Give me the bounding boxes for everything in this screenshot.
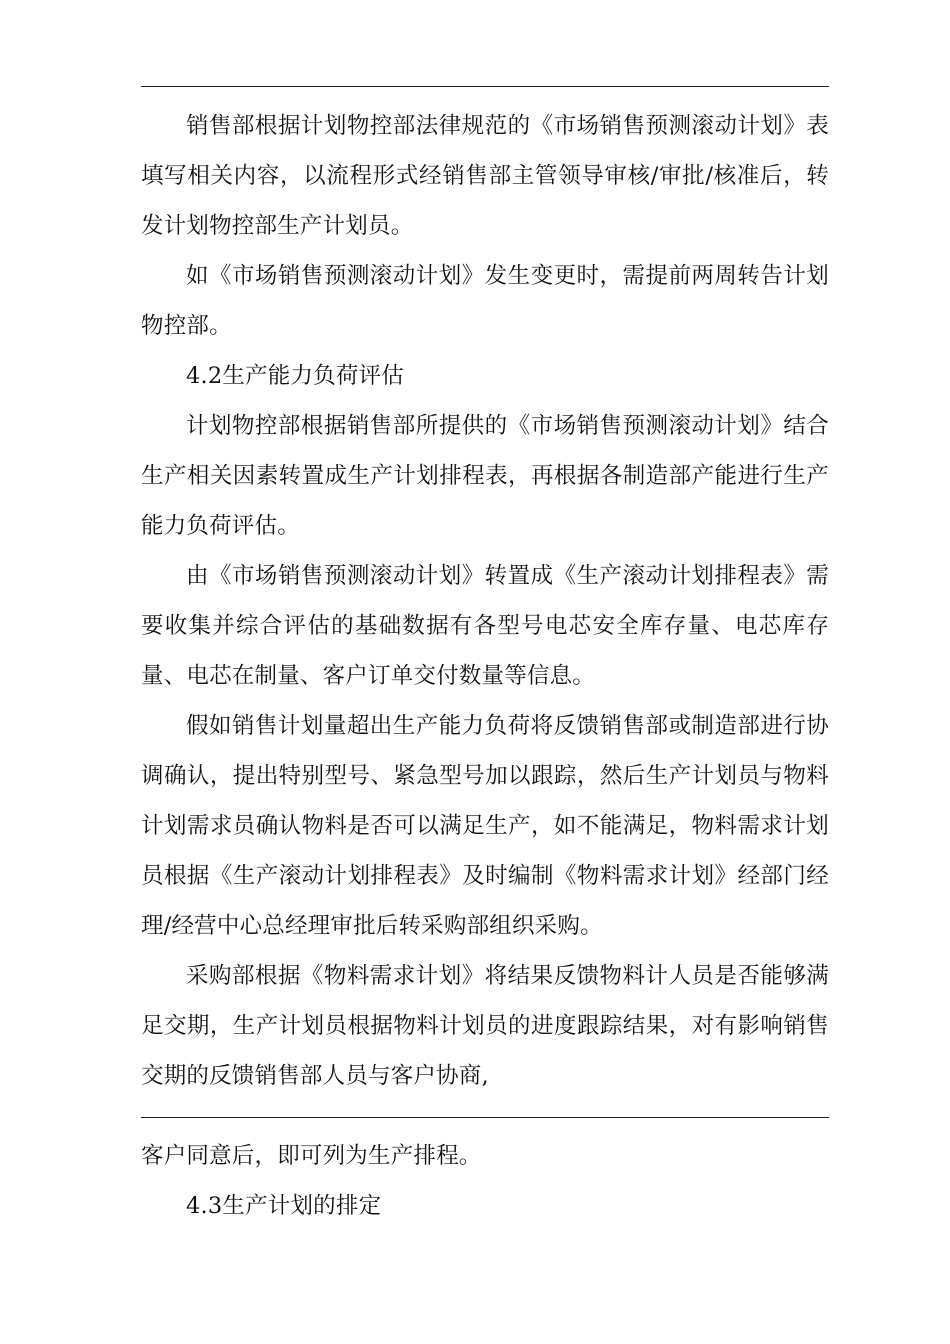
paragraph-base-data: 由《市场销售预测滚动计划》转置成《生产滚动计划排程表》需要收集并综合评估的基础数据有各型号电芯安全库存量、电芯库存量、电芯在制量、客户订单交付数量等信息。 [141,563,829,689]
page-break-divider [141,1117,829,1118]
paragraph-plan-change: 如《市场销售预测滚动计划》发生变更时，需提前两周转告计划物控部。 [141,263,829,339]
heading-4-2: 4.2生产能力负荷评估 [186,363,404,389]
continuation-text-block [141,1131,829,1231]
heading-4-3: 4.3生产计划的排定 [186,1193,382,1219]
paragraph-sales-form: 销售部根据计划物控部法律规范的《市场销售预测滚动计划》表填写相关内容，以流程形式经销售部主管领导审核/审批/核准后，转发计划物控部生产计划员。 [141,113,829,239]
paragraph-overload-handling: 假如销售计划量超出生产能力负荷将反馈销售部或制造部进行协调确认，提出特别型号、紧急型号加以跟踪，然后生产计划员与物料计划需求员确认物料是否可以满足生产，如不能满足，物料需求计划员根据《生产滚动计划排程表》及时编制《物料需求计划》经部门经理/经营中心总经理审批后转采购部组织采购。 [141,713,829,939]
paragraph-customer-agree: 客户同意后，即可列为生产排程。 [141,1143,482,1169]
paragraph-purchasing-feedback: 采购部根据《物料需求计划》将结果反馈物料计人员是否能够满足交期，生产计划员根据物料计划员的进度跟踪结果，对有影响销售交期的反馈销售部人员与客户协商, [141,963,829,1089]
paragraph-capacity-evaluation: 计划物控部根据销售部所提供的《市场销售预测滚动计划》结合生产相关因素转置成生产计划排程表，再根据各制造部产能进行生产能力负荷评估。 [141,413,829,539]
main-text-block [141,101,829,1101]
top-divider [141,86,829,87]
